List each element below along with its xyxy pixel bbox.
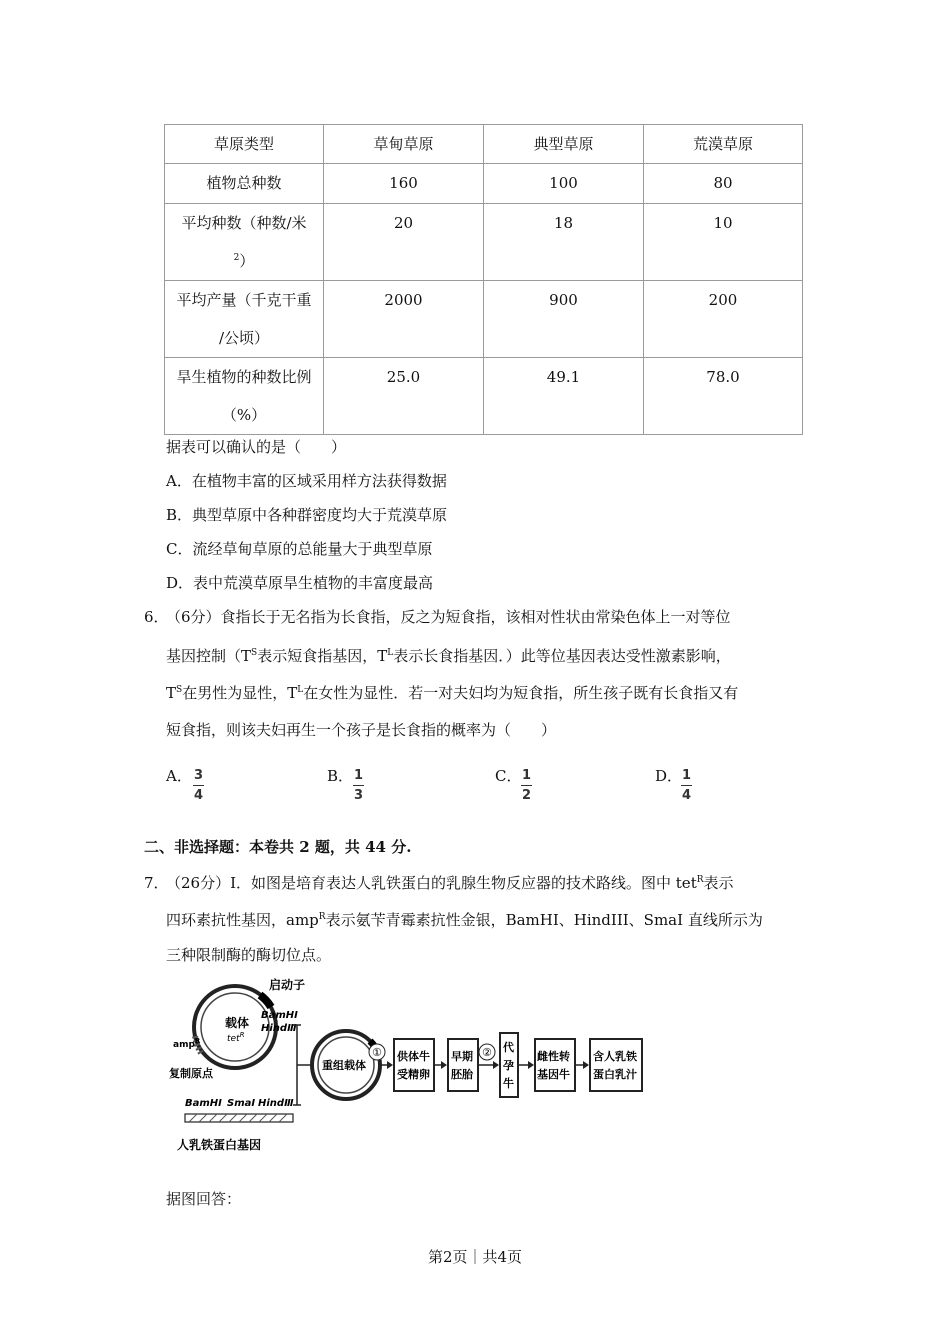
table-cell: 2000	[324, 281, 484, 358]
recombinant-label: 重组载体	[322, 1059, 366, 1072]
grassland-table	[164, 124, 803, 435]
numerator: 1	[353, 768, 364, 783]
row-label-line: 平均种数（种数/米	[181, 214, 307, 232]
row-label-line: 平均产量（千克干重	[176, 291, 312, 309]
hind3-label: HindⅢ	[261, 1023, 297, 1034]
fraction-bar	[521, 785, 532, 786]
table-cell: 100	[484, 164, 644, 204]
text: 基因控制（T	[166, 647, 252, 665]
superscript: R	[318, 912, 326, 922]
box-text: 供体牛	[397, 1050, 430, 1063]
row-label-line: $^2$）	[233, 252, 255, 270]
bioreactor-diagram	[165, 975, 655, 1160]
q7-line-3: 三种限制酶的酶切位点。	[166, 946, 332, 964]
q6-option-c-label: C．	[495, 767, 522, 785]
table-row	[165, 281, 803, 358]
text: 在女性为显性．若一对夫妇均为短食指，所生孩子既有长食指又有	[303, 684, 739, 702]
table-row	[165, 204, 803, 281]
denominator: 4	[681, 788, 692, 803]
box-text: 胚胎	[451, 1068, 473, 1081]
table-cell: 80	[644, 164, 803, 204]
text: 表示氨苄青霉素抗性金银，BamHI、HindIII、SmaI 直线所示为	[325, 911, 763, 929]
row-label	[165, 204, 324, 281]
q5-option-b: B．典型草原中各种群密度均大于荒漠草原	[166, 506, 448, 524]
text: 在男性为显性，T	[182, 684, 298, 702]
table-header-row	[165, 125, 803, 164]
q6-option-d-label: D．	[655, 767, 683, 785]
superscript: R	[696, 875, 704, 885]
fraction-c	[521, 768, 532, 803]
q6-option-a-label: A．	[166, 767, 192, 785]
q7-number: 7．	[144, 874, 169, 892]
fraction-bar	[681, 785, 692, 786]
fraction-d	[681, 768, 692, 803]
q6-line-2	[166, 645, 731, 666]
q6-line-1: （6分）食指长于无名指为长食指，反之为短食指，该相对性状由常染色体上一对等位	[166, 608, 731, 626]
box-early-embryo	[448, 1039, 478, 1091]
fraction-b	[353, 768, 364, 803]
table-header-cell: 典型草原	[484, 125, 644, 164]
table-cell: 20	[324, 204, 484, 281]
q6-number: 6．	[144, 608, 169, 626]
promoter-label: 启动子	[269, 978, 306, 992]
table-cell: 900	[484, 281, 644, 358]
box-text: 蛋白乳汁	[593, 1068, 637, 1081]
q7-after-diagram: 据图回答：	[166, 1190, 242, 1208]
box-text: 基因牛	[537, 1068, 570, 1081]
row-label: 植物总种数	[165, 164, 324, 204]
gene-label: 人乳铁蛋白基因	[177, 1138, 262, 1152]
gene-bar	[185, 1114, 293, 1122]
table-cell: 18	[484, 204, 644, 281]
fraction-bar	[193, 785, 204, 786]
box-text: 雌性转	[537, 1050, 570, 1063]
q6-line-4: 短食指，则该夫妇再生一个孩子是长食指的概率为（ ）	[166, 721, 557, 739]
table-header-cell: 草原类型	[165, 125, 324, 164]
box-donor-egg	[394, 1039, 434, 1091]
step2-label: ②	[482, 1046, 492, 1059]
superscript: L	[297, 685, 304, 695]
box-text: 代	[503, 1041, 514, 1054]
table-cell: 49.1	[484, 358, 644, 435]
bamh1-label: BamHⅠ	[261, 1010, 298, 1021]
text: T	[166, 684, 177, 702]
table-cell: 25.0	[324, 358, 484, 435]
q6-option-b-label: B．	[327, 767, 354, 785]
box-milk	[590, 1039, 642, 1091]
numerator: 1	[681, 768, 692, 783]
superscript: L	[387, 648, 394, 658]
table-cell: 78.0	[644, 358, 803, 435]
superscript: 2	[233, 253, 240, 263]
box-text: 含人乳铁	[593, 1050, 637, 1063]
row-label-line: （%）	[221, 406, 267, 424]
page-footer: 第2页｜共4页	[427, 1248, 523, 1266]
text: 表示长食指基因．）此等位基因表达受性激素影响，	[393, 647, 731, 665]
denominator: 3	[353, 788, 364, 803]
q5-option-c: C．流经草甸草原的总能量大于典型草原	[166, 540, 433, 558]
numerator: 3	[193, 768, 204, 783]
row-label-line: /公顷）	[218, 329, 270, 347]
box-text: 早期	[451, 1050, 473, 1063]
box-text: 牛	[503, 1077, 514, 1090]
superscript: S	[251, 648, 258, 658]
table-cell: 10	[644, 204, 803, 281]
gene-sma1-label: SmaⅠ	[227, 1098, 256, 1109]
gene-bamh1-label: BamHⅠ	[185, 1098, 222, 1109]
q5-option-d: D．表中荒漠草原旱生植物的丰富度最高	[166, 574, 434, 592]
step1-label: ①	[372, 1046, 382, 1059]
amp-label: amp$^R$	[173, 1037, 201, 1050]
table-header-cell: 草甸草原	[324, 125, 484, 164]
box-text: 受精卵	[397, 1068, 430, 1081]
q7-line-1	[166, 872, 734, 893]
superscript: S	[176, 685, 183, 695]
row-label	[165, 358, 324, 435]
denominator: 2	[521, 788, 532, 803]
text: 表示	[703, 874, 734, 892]
table-cell: 200	[644, 281, 803, 358]
table-header-cell: 荒漠草原	[644, 125, 803, 164]
gene-hind3-label: HindⅢ	[258, 1098, 294, 1109]
fraction-a	[193, 768, 204, 803]
row-label	[165, 281, 324, 358]
table-row	[165, 164, 803, 204]
denominator: 4	[193, 788, 204, 803]
text: 表示短食指基因，T	[257, 647, 388, 665]
numerator: 1	[521, 768, 532, 783]
q5-option-a: A．在植物丰富的区域采用样方法获得数据	[166, 472, 447, 490]
section-heading: 二、非选择题：本卷共 2 题，共 44 分.	[144, 838, 412, 856]
text: 四环素抗性基因，amp	[166, 911, 319, 929]
text: （26分）Ⅰ．如图是培育表达人乳铁蛋白的乳腺生物反应器的技术路线。图中 tet	[166, 874, 697, 892]
q6-line-3	[166, 682, 738, 703]
row-label-line: 旱生植物的种数比例	[176, 368, 312, 386]
vector-label: 载体	[225, 1016, 250, 1030]
table-cell: 160	[324, 164, 484, 204]
table-row	[165, 358, 803, 435]
origin-label: 复制原点	[169, 1067, 213, 1080]
recombinant-vector	[312, 1031, 380, 1099]
q7-line-2	[166, 909, 763, 930]
q5-stem: 据表可以确认的是（ ）	[166, 438, 347, 456]
tet-label: tet$^R$	[227, 1031, 245, 1044]
box-transgenic-cow	[535, 1039, 575, 1091]
box-text: 孕	[503, 1059, 514, 1072]
fraction-bar	[353, 785, 364, 786]
